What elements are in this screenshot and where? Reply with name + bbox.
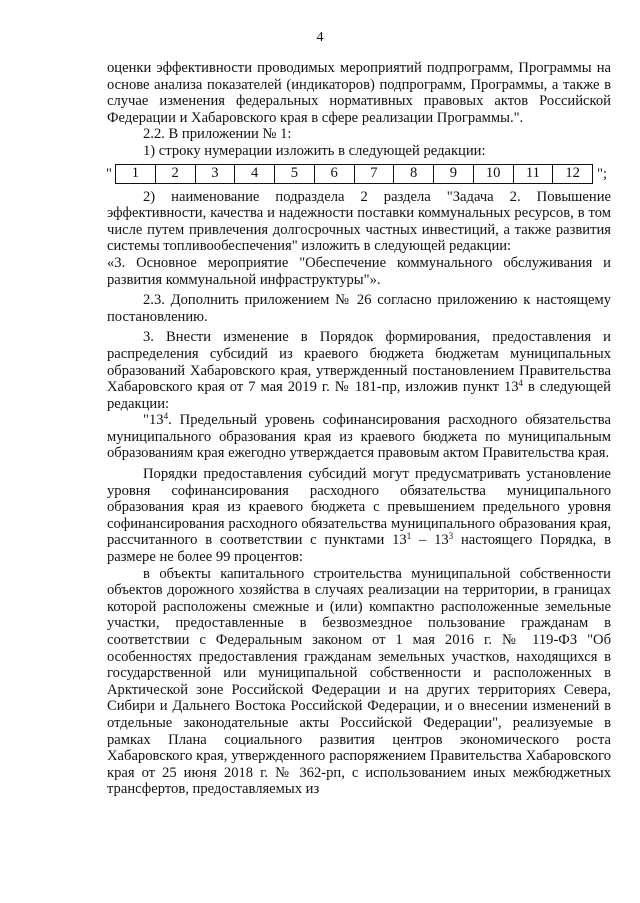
paragraph-procedures-dash: – 13: [411, 532, 449, 549]
paragraph-new-title: «3. Основное мероприятие "Обеспечение коммунального обслуживания и развития коммунальной инфраструктуры"».: [107, 254, 611, 288]
numbering-row: [107, 164, 611, 186]
paragraph-procedures-tail: настоящего Порядка, в размере не более 99 процентов:: [107, 532, 612, 566]
numbering-open-quote: ": [106, 165, 112, 182]
paragraph-capital-construction: в объекты капитального строительства муниципальной собственности объектов дорожного хозяйства в случаях реализации на территории, в границах которой расположены смежные и (или) компактно расположенные земельные участки, предоставленные в безвозмездное пользование гражданам в соответствии с Федеральным законом от 1 мая 2016 г. № 119-ФЗ "Об особенностях предоставления гражданам земельных участков, находящихся в государственной или муниципальной собственности и расположенных в Арктической зоне Российской Федерации и на других территориях Севера, Сибири и Дальнего Востока Российской Федерации, и о внесении изменений в отдельные законодательные акты Российской Федерации", реализуемые в рамках Плана социального развития центров экономического роста Хабаровского края, утвержденного распоряжением Правительства Хабаровского края от 25 июня 2018 г. № 362-рп, с использованием иных межбюджетных трансфертов, предоставляемых из: [107, 565, 611, 798]
paragraph-13-4-number: "13: [143, 412, 164, 429]
paragraph-3-tail: в следующей редакции:: [107, 379, 611, 412]
paragraph-13-4-text: . Предельный уровень софинансирования расходного обязательства муниципального образования края из краевого бюджета по муниципальным образованиям края ежегодно утверждается правовым актом Правительства края.: [107, 412, 611, 462]
numbering-cell: 9: [434, 164, 474, 183]
paragraph-3-text: 3. Внести изменение в Порядок формирования, предоставления и распределения субсидий из краевого бюджета бюджетам муниципальных образований Хабаровского края, утвержденный постановлением Правительства Хабаровского края от 7 мая 2019 г. № 181-пр, изложив пункт 13: [107, 329, 611, 396]
paragraph-3: [107, 329, 611, 412]
paragraph-procedures-superscript-1: 1: [406, 531, 412, 542]
numbering-table-row: [116, 164, 593, 183]
numbering-cell: 8: [394, 164, 434, 183]
paragraph-procedures-superscript-3: 3: [448, 531, 454, 542]
paragraph-evaluation-tail: оценки эффективности проводимых мероприятий подпрограмм, Программы на основе анализа показателей (индикаторов) подпрограмм, Программы, а также в случае изменения федеральных нормативных правовых актов Российской Федерации и Хабаровского края в сфере реализации Программы.".: [107, 60, 611, 126]
paragraph-2-2-item-2: 2) наименование подраздела 2 раздела "Задача 2. Повышение эффективности, качества и надежности поставки коммунальных ресурсов, в том числе путем привлечения долгосрочных частных инвестиций, а также развития системы топливообеспечения" изложить в следующей редакции:: [107, 188, 611, 255]
document-body: [107, 60, 611, 798]
paragraph-2-2-item-1: 1) строку нумерации изложить в следующей редакции:: [143, 142, 486, 159]
paragraph-2-2: 2.2. В приложении № 1:: [143, 126, 292, 143]
paragraph-procedures: [107, 466, 611, 566]
numbering-cell: 5: [275, 164, 315, 183]
paragraph-13-4: [107, 412, 611, 462]
numbering-cell: 2: [155, 164, 195, 183]
paragraph-3-superscript: 4: [518, 378, 524, 389]
numbering-cell: 10: [473, 164, 513, 183]
numbering-close-quote: ";: [597, 165, 608, 182]
paragraph-2-3: 2.3. Дополнить приложением № 26 согласно приложению к настоящему постановлению.: [107, 292, 611, 325]
numbering-cell: 7: [354, 164, 394, 183]
numbering-cell: 11: [513, 164, 553, 183]
paragraph-procedures-text: Порядки предоставления субсидий могут предусматривать установление уровня софинансирования расходного обязательства муниципального образования края из краевого бюджета с превышением предельного уровня софинансирования расходного обязательства муниципального образования края, рассчитанного в соответствии с пунктами 13: [107, 466, 611, 549]
numbering-cell: 6: [314, 164, 354, 183]
paragraph-13-4-superscript: 4: [163, 411, 169, 422]
numbering-cell: 3: [195, 164, 235, 183]
numbering-cell: 1: [116, 164, 156, 183]
numbering-cell: 12: [553, 164, 593, 183]
page-number: 4: [316, 30, 324, 45]
numbering-table: [115, 164, 593, 184]
numbering-cell: 4: [235, 164, 275, 183]
